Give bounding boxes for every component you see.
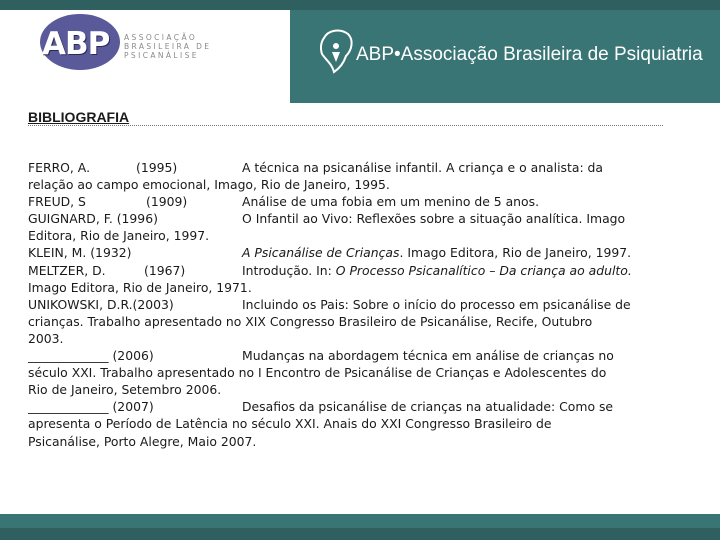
entry-italic-title: O Processo Psicanalítico – Da criança ao adulto. — [335, 262, 632, 278]
entry-title: O Infantil ao Vivo: Reflexões sobre a situação analítica. Imago — [242, 211, 626, 227]
entry-title: Incluindo os Pais: Sobre o início do processo em psicanálise de — [242, 296, 631, 312]
entry-author: FREUD, S — [28, 194, 86, 210]
entry-title — [242, 262, 632, 279]
entry-author: MELTZER, D. — [28, 262, 106, 278]
association-line: BRASILEIRA DE — [124, 42, 212, 51]
entry-author: KLEIN, M. (1932) — [28, 245, 132, 261]
list-item — [28, 159, 693, 176]
bibliography-list — [28, 159, 693, 450]
list-item — [28, 210, 693, 227]
entry-author: _____________ (2006) — [28, 348, 154, 364]
entry-author: _____________ (2007) — [28, 399, 154, 415]
brazil-map-icon — [318, 28, 356, 76]
entry-continuation: Imago Editora, Rio de Janeiro, 1971. — [28, 279, 252, 295]
entry-title-lead: Introdução. In: — [242, 262, 336, 278]
entry-year: (1909) — [146, 194, 188, 210]
section-title: BIBLIOGRAFIA — [28, 109, 130, 125]
association-name — [124, 33, 211, 60]
entry-continuation: 2003. — [28, 330, 64, 346]
entry-italic-title: A Psicanálise de Crianças — [242, 245, 400, 261]
entry-continuation: século XXI. Trabalho apresentado no I Encontro de Psicanálise de Crianças e Adolescentes do — [28, 365, 607, 381]
entry-continuation: relação ao campo emocional, Imago, Rio de Janeiro, 1995. — [28, 177, 390, 193]
entry-continuation: Psicanálise, Porto Alegre, Maio 2007. — [28, 433, 257, 449]
entry-year: (1967) — [144, 262, 186, 278]
list-item — [28, 296, 693, 313]
bottom-bar — [0, 528, 720, 540]
entry-title: Desafios da psicanálise de crianças na atualidade: Como se — [242, 399, 614, 415]
top-bar — [0, 0, 720, 10]
entry-title: A técnica na psicanálise infantil. A criança e o analista: da — [242, 160, 604, 175]
list-item — [28, 244, 693, 261]
entry-continuation: crianças. Trabalho apresentado no XIX Congresso Brasileiro de Psicanálise, Recife, Outubro — [28, 313, 593, 329]
entry-year: (1995) — [136, 160, 178, 175]
association-line: ASSOCIAÇÃO — [124, 33, 198, 42]
abp-logo — [40, 14, 120, 70]
entry-continuation: Editora, Rio de Janeiro, 1997. — [28, 228, 210, 244]
list-item — [28, 347, 693, 364]
entry-title-rest: . Imago Editora, Rio de Janeiro, 1997. — [399, 245, 632, 261]
entry-author: GUIGNARD, F. (1996) — [28, 211, 158, 227]
bottom-band — [0, 514, 720, 528]
entry-title: Análise de uma fobia em um menino de 5 anos. — [242, 194, 540, 210]
divider — [28, 125, 663, 126]
list-item — [28, 193, 693, 210]
association-line: PSICANÁLISE — [124, 51, 199, 60]
entry-author: FERRO, A. — [28, 160, 91, 175]
banner-title: ABP•Associação Brasileira de Psiquiatria — [356, 44, 703, 65]
entry-title: Mudanças na abordagem técnica em análise de crianças no — [242, 348, 614, 364]
entry-continuation: Rio de Janeiro, Setembro 2006. — [28, 382, 222, 398]
abp-logo-letters: ABP — [42, 26, 110, 62]
list-item — [28, 398, 693, 415]
entry-title — [242, 244, 631, 261]
entry-continuation: apresenta o Período de Latência no século XXI. Anais do XXI Congresso Brasileiro de — [28, 416, 552, 432]
list-item — [28, 262, 693, 279]
entry-author: UNIKOWSKI, D.R.(2003) — [28, 296, 174, 312]
